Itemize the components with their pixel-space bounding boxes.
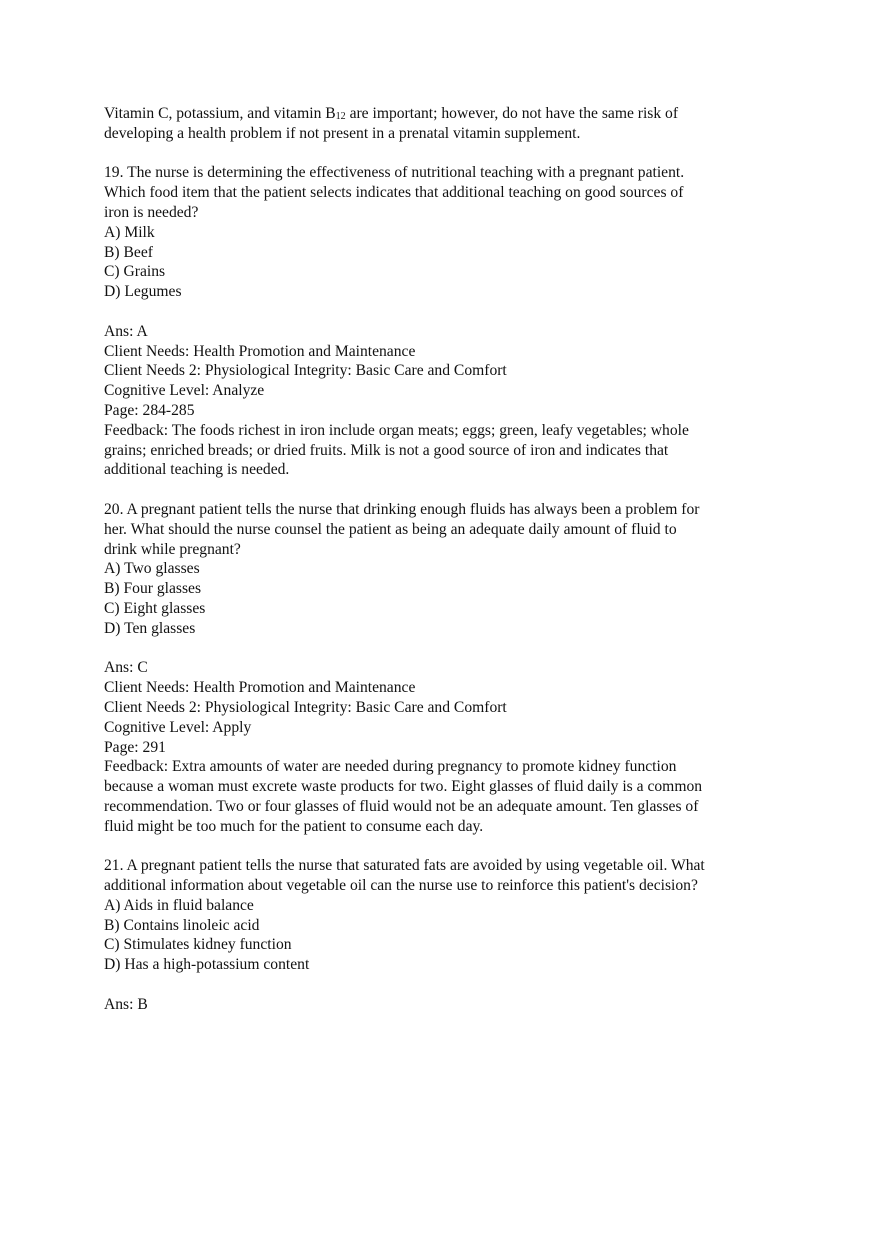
- feedback-line: recommendation. Two or four glasses of fluid would not be an adequate amount. Ten glasses of: [104, 797, 699, 815]
- client-needs-2: Client Needs 2: Physiological Integrity: Basic Care and Comfort: [104, 362, 507, 380]
- answer-block-20: [104, 658, 804, 836]
- subscript-12: 12: [335, 111, 346, 122]
- feedback-line: Feedback: Extra amounts of water are needed during pregnancy to promote kidney function: [104, 758, 677, 776]
- option-b: B) Contains linoleic acid: [104, 916, 260, 934]
- stem-line: Which food item that the patient selects indicates that additional teaching on good sources of: [104, 184, 684, 202]
- feedback-line: Feedback: The foods richest in iron include organ meats; eggs; green, leafy vegetables; whole: [104, 421, 689, 439]
- option-c: C) Grains: [104, 263, 166, 281]
- page-reference: Page: 284-285: [104, 401, 195, 419]
- option-d: D) Legumes: [104, 283, 182, 301]
- client-needs: Client Needs: Health Promotion and Maintenance: [104, 679, 416, 697]
- intro-paragraph: [104, 104, 804, 144]
- answer-block-21: [104, 995, 804, 1015]
- stem-line: drink while pregnant?: [104, 540, 241, 558]
- option-d: D) Has a high-potassium content: [104, 956, 310, 974]
- answer-options: [104, 559, 804, 638]
- answer-options: [104, 896, 804, 975]
- stem-line: 20. A pregnant patient tells the nurse that drinking enough fluids has always been a problem for: [104, 500, 700, 518]
- option-c: C) Eight glasses: [104, 599, 206, 617]
- stem-line: her. What should the nurse counsel the patient as being an adequate daily amount of fluid to: [104, 520, 677, 538]
- page-reference: Page: 291: [104, 738, 166, 756]
- client-needs: Client Needs: Health Promotion and Maintenance: [104, 342, 416, 360]
- answer-options: [104, 223, 804, 302]
- cognitive-level: Cognitive Level: Apply: [104, 718, 252, 736]
- answer: Ans: C: [104, 659, 148, 677]
- option-a: A) Milk: [104, 223, 155, 241]
- question-19: [104, 163, 804, 302]
- stem-line: additional information about vegetable oil can the nurse use to reinforce this patient's decision?: [104, 877, 698, 895]
- option-b: B) Beef: [104, 243, 153, 261]
- client-needs-2: Client Needs 2: Physiological Integrity: Basic Care and Comfort: [104, 698, 507, 716]
- intro-line-2: developing a health problem if not present in a prenatal vitamin supplement.: [104, 124, 581, 142]
- option-c: C) Stimulates kidney function: [104, 936, 292, 954]
- question-21: [104, 856, 804, 975]
- answer: Ans: B: [104, 995, 148, 1013]
- option-a: A) Two glasses: [104, 560, 200, 578]
- stem-line: 19. The nurse is determining the effectiveness of nutritional teaching with a pregnant patient.: [104, 164, 685, 182]
- document-page: [104, 104, 804, 1015]
- question-stem: [104, 163, 804, 222]
- feedback-line: additional teaching is needed.: [104, 461, 290, 479]
- question-20: [104, 500, 804, 639]
- stem-line: iron is needed?: [104, 203, 199, 221]
- stem-line: 21. A pregnant patient tells the nurse that saturated fats are avoided by using vegetable oil. What: [104, 857, 705, 875]
- feedback-line: fluid might be too much for the patient to consume each day.: [104, 817, 484, 835]
- option-d: D) Ten glasses: [104, 619, 196, 637]
- question-stem: [104, 856, 804, 896]
- option-a: A) Aids in fluid balance: [104, 896, 254, 914]
- option-b: B) Four glasses: [104, 580, 202, 598]
- question-stem: [104, 500, 804, 559]
- feedback-line: grains; enriched breads; or dried fruits. Milk is not a good source of iron and indicates that: [104, 441, 669, 459]
- answer-block-19: [104, 322, 804, 480]
- cognitive-level: Cognitive Level: Analyze: [104, 382, 265, 400]
- answer: Ans: A: [104, 322, 148, 340]
- feedback-line: because a woman must excrete waste products for two. Eight glasses of fluid daily is a common: [104, 778, 703, 796]
- intro-line-1: Vitamin C, potassium, and vitamin $B_{12}$ are important; however, do not have the same risk of: [104, 105, 679, 122]
